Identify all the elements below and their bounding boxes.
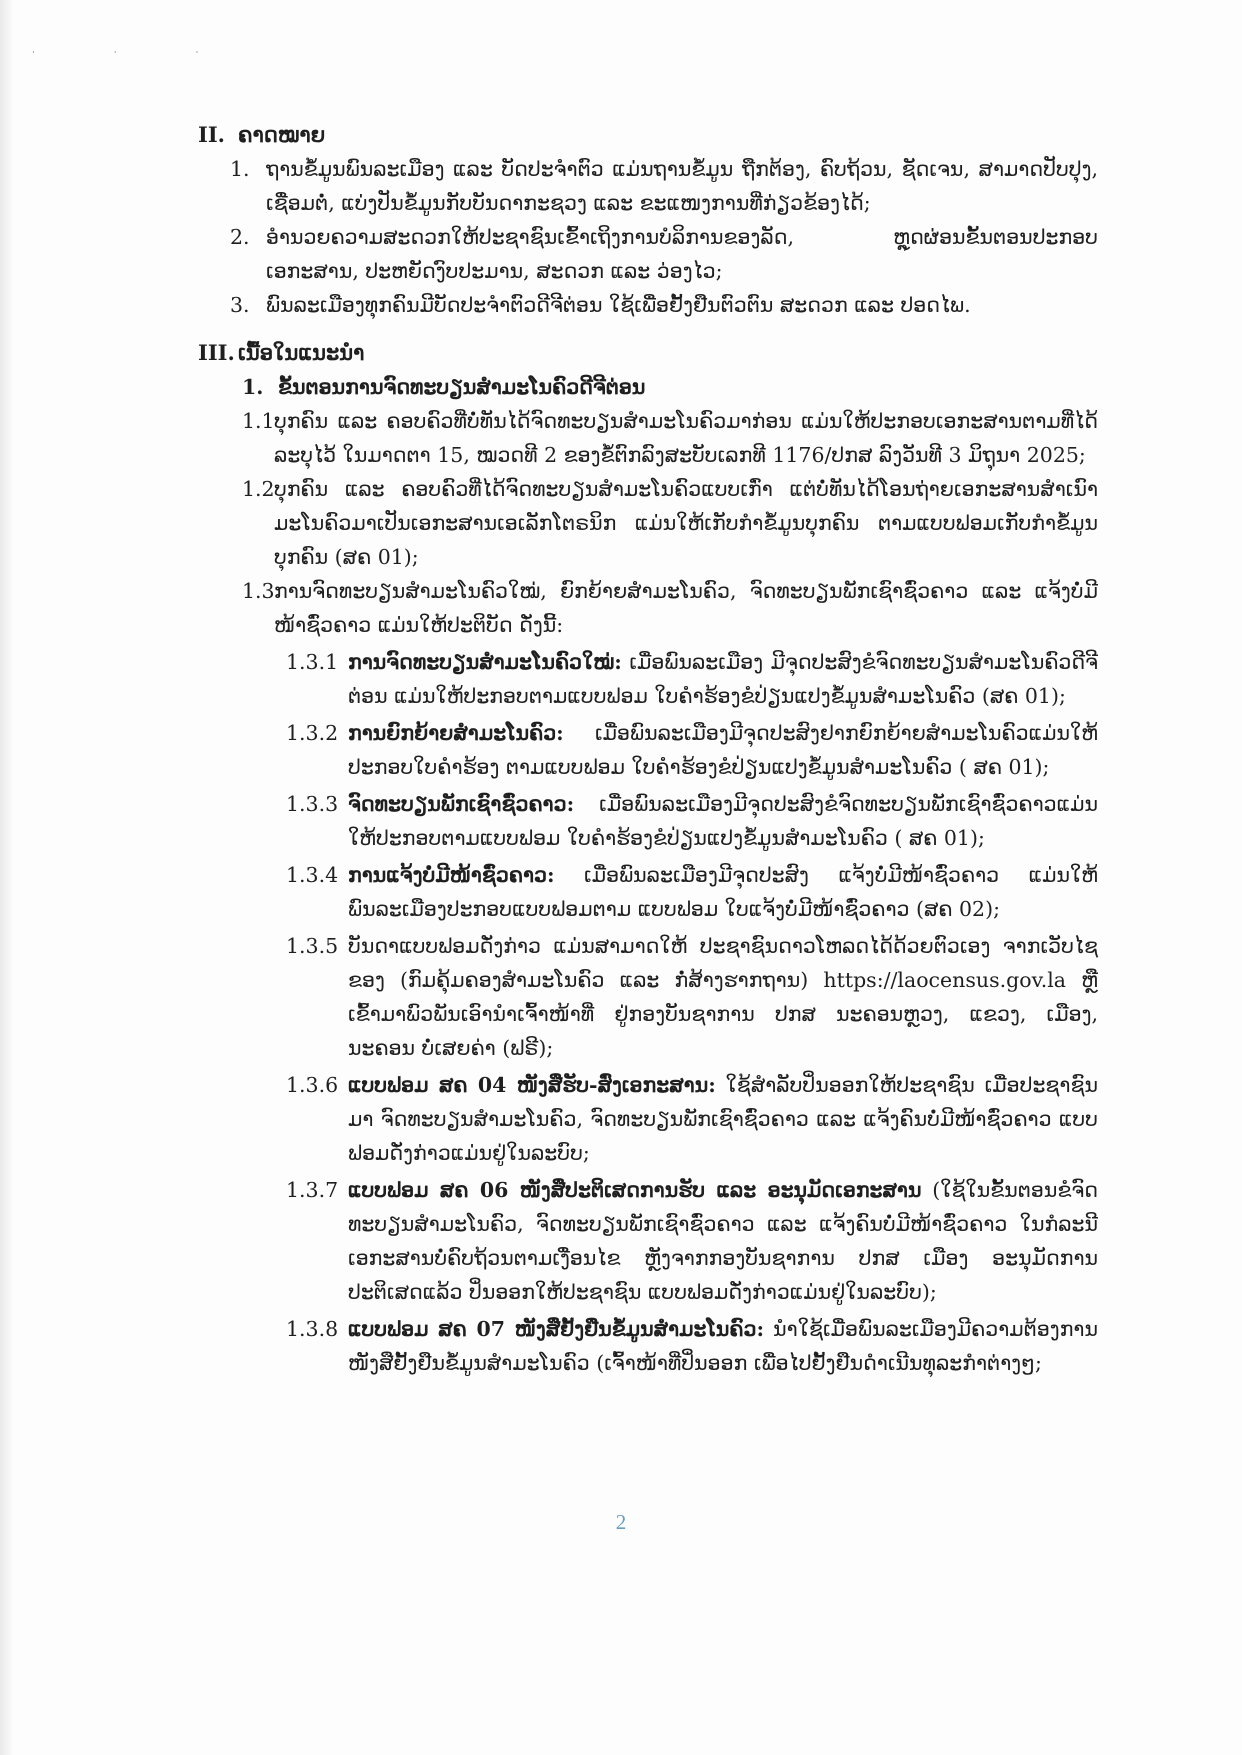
step-text: ບຸກຄົນ ແລະ ຄອບຄົວທີ່ໄດ້ຈົດທະບຽນສໍາມະໂນຄົວແບບເກົ່າ ແຕ່ບໍ່ທັນໄດ້ໂອນຖ່າຍເອກະສານສໍາເນົາມະໂນຄົວມາເປັນເອກະສານເອເລັກໂຕຣນິກ ແມ່ນໃຫ້ເກັບກໍາຂໍ້ມູນບຸກຄົນ ຕາມແບບຟອມເກັບກໍາຂໍ້ມູນບຸກຄົນ (ສຄ 01); [274,477,1098,569]
clause-number: 1.3.5 [286,934,339,958]
clause-body [348,1173,1098,1309]
clause-text: ເມື່ອພົນລະເມືອງມີຈຸດປະສົງຂໍຈົດທະບຽນພັກເຊົາຊົ່ວຄາວແມ່ນໃຫ້ປະກອບຕາມແບບຟອມ ໃບຄໍາຮ້ອງຂໍປ່ຽນແປງຂໍ້ມູນສໍາມະໂນຄົວ ( ສຄ 01); [348,792,1098,850]
clause-text: ໃຊ້ສໍາລັບປິ່ນອອກໃຫ້ປະຊາຊົນ ເມື່ອປະຊາຊົນມາ ຈົດທະບຽນສໍາມະໂນຄົວ, ຈົດທະບຽນພັກເຊົາຊົ່ວຄາວ ແລະ ແຈ້ງຄົນບໍ່ມີໜ້າຊົ່ວຄາວ ແບບຟອມດັ່ງກ່າວແມ່ນຢູ່ໃນລະບົບ; [348,1073,1098,1165]
subsection-1-title: ຂັ້ນຕອນການຈົດທະບຽນສໍາມະໂນຄົວດີຈີຕ່ອນ [278,375,646,399]
clause-body [348,858,1098,926]
objective-text: ຖານຂໍ້ມູນພົນລະເມືອງ ແລະ ບັດປະຈໍາຕົວ ແມ່ນຖານຂໍ້ມູນ ຖືກຕ້ອງ, ຄົບຖ້ວນ, ຊັດເຈນ, ສາມາດປັບປຸງ, ເຊື່ອມຕໍ່, ແບ່ງປັນຂໍ້ມູນກັບບັນດາກະຊວງ ແລະ ຂະແໜງການທີ່ກ່ຽວຂ້ອງໄດ້; [266,157,1098,215]
clause-1-3-7 [286,1173,1098,1309]
objective-item-3 [230,288,1098,322]
clause-text: (ໃຊ້ໃນຂັ້ນຕອນຂໍຈົດທະບຽນສໍາມະໂນຄົວ, ຈົດທະບຽນພັກເຊົາຊົ່ວຄາວ ແລະ ແຈ້ງຄົນບໍ່ມີໜ້າຊົ່ວຄາວ ໃນກໍລະນີເອກະສານບໍ່ຄົບຖ້ວນຕາມເງື່ອນໄຂ ຫຼັງຈາກກອງບັນຊາການ ປກສ ເມືອງ ອະນຸມັດການປະຕິເສດແລ້ວ ປິ່ນອອກໃຫ້ປະຊາຊົນ ແບບຟອມດັ່ງກ່າວແມ່ນຢູ່ໃນລະບົບ); [348,1178,1098,1304]
clause-title: ແບບຟອມ ສຄ 04 ໜັງສືຮັບ-ສົ່ງເອກະສານ: [348,1073,716,1097]
section-3-number: III. [198,340,235,365]
objective-item-1 [230,152,1098,220]
clause-text: ເມື່ອພົນລະເມືອງມີຈຸດປະສົງຢາກຍົກຍ້າຍສໍາມະໂນຄົວແມ່ນໃຫ້ປະກອບໃບຄໍາຮ້ອງ ຕາມແບບຟອມ ໃບຄໍາຮ້ອງຂໍປ່ຽນແປງຂໍ້ມູນສໍາມະໂນຄົວ ( ສຄ 01); [348,721,1098,779]
clause-text: ນໍາໃຊ້ເມື່ອພົນລະເມືອງມີຄວາມຕ້ອງການ ໜັງສືຢັ້ງຢືນຂໍ້ມູນສໍາມະໂນຄົວ (ເຈົ້າໜ້າທີ່ປິ່ນອອກ ເພື່ອໄປຢັ້ງຢືນດໍາເນີນທຸລະກໍາຕ່າງໆ; [348,1317,1098,1375]
clause-title: ຈົດທະບຽນພັກເຊົາຊົ່ວຄາວ: [348,792,575,816]
clause-text: ເມື່ອພົນລະເມືອງມີຈຸດປະສົງ ແຈ້ງບໍ່ມີໜ້າຊົ່ວຄາວ ແມ່ນໃຫ້ພົນລະເມືອງປະກອບແບບຟອມຕາມ ແບບຟອມ ໃບແຈ້ງບໍ່ມີໜ້າຊົ່ວຄາວ (ສຄ 02); [348,863,1098,921]
clause-number: 1.3.3 [286,792,339,816]
objective-number: 2. [230,225,250,249]
clause-number: 1.3.7 [286,1178,339,1202]
clause-1-3-5 [286,929,1098,1065]
clause-text: ເມື່ອພົນລະເມືອງ ມີຈຸດປະສົງຂໍຈົດທະບຽນສໍາມະໂນຄົວດີຈີຕ່ອນ ແມ່ນໃຫ້ປະກອບຕາມແບບຟອມ ໃບຄໍາຮ້ອງຂໍປ່ຽນແປງຂໍ້ມູນສໍາມະໂນຄົວ (ສຄ 01); [348,650,1098,708]
clause-title: ແບບຟອມ ສຄ 07 ໜັງສືຢັ້ງຢືນຂໍ້ມູນສໍາມະໂນຄົວ: [348,1317,765,1341]
subsection-1-number: 1. [242,375,264,399]
scan-specks: · · · [32,48,237,58]
section-2-title: ຄາດໝາຍ [238,122,326,147]
clause-number: 1.3.2 [286,721,339,745]
section-2-number: II. [198,122,225,147]
clause-body [348,1312,1098,1380]
clause-title: ແບບຟອມ ສຄ 06 ໜັງສືປະຕິເສດການຮັບ ແລະ ອະນຸມັດເອກະສານ [348,1178,922,1202]
step-text: ການຈົດທະບຽນສໍາມະໂນຄົວໃໝ່, ຍົກຍ້າຍສໍາມະໂນຄົວ, ຈົດທະບຽນພັກເຊົາຊົ່ວຄາວ ແລະ ແຈ້ງບໍ່ມີໜ້າຊົ່ວຄາວ ແມ່ນໃຫ້ປະຕິບັດ ດັ່ງນີ້: [274,579,1098,637]
objective-item-2 [230,220,1098,288]
clause-title: ການຍົກຍ້າຍສໍາມະໂນຄົວ: [348,721,564,745]
clause-number: 1.3.4 [286,863,339,887]
step-item-1-2 [242,472,1098,574]
section-2-heading [198,118,1098,152]
section-gap [198,322,1098,336]
clause-body [348,1068,1098,1170]
section-3-heading [198,336,1098,370]
step-number: 1.3 [242,579,275,603]
objective-text: ພົນລະເມືອງທຸກຄົນມີບັດປະຈໍາຕົວດີຈີຕ່ອນ ໃຊ້ເພື່ອຢັ້ງຢືນຕົວຕົນ ສະດວກ ແລະ ປອດໄພ. [266,293,971,317]
objective-number: 1. [230,157,250,181]
clause-body [348,716,1098,784]
step-item-1-1 [242,404,1098,472]
clause-1-3-3 [286,787,1098,855]
page-number: 2 [615,1510,627,1534]
clause-1-3-6 [286,1068,1098,1170]
clause-number: 1.3.8 [286,1317,339,1341]
clause-number: 1.3.6 [286,1073,339,1097]
clause-body [348,787,1098,855]
step-text: ບຸກຄົນ ແລະ ຄອບຄົວທີ່ບໍ່ທັນໄດ້ຈົດທະບຽນສໍາມະໂນຄົວມາກ່ອນ ແມ່ນໃຫ້ປະກອບເອກະສານຕາມທີ່ໄດ້ລະບຸໄວ້ ໃນມາດຕາ 15, ໝວດທີ 2 ຂອງຂໍ້ຕົກລົງສະບັບເລກທີ 1176/ປກສ ລົງວັນທີ 3 ມິຖຸນາ 2025; [274,409,1098,467]
clause-text: ບັນດາແບບຟອມດັ່ງກ່າວ ແມ່ນສາມາດໃຫ້ ປະຊາຊົນດາວໂຫລດໄດ້ດ້ວຍຕົວເອງ ຈາກເວັບໄຊຂອງ (ກົມຄຸ້ມຄອງສໍາມະໂນຄົວ ແລະ ກໍ່ສ້າງຮາກຖານ) https://laocensus.gov.la ຫຼື ເຂົ້າມາພົວພັນເອົານໍາເຈົ້າໜ້າທີ່ ຢູ່ກອງບັນຊາການ ປກສ ນະຄອນຫຼວງ, ແຂວງ, ເມືອງ, ນະຄອນ ບໍ່ເສຍຄ່າ (ຟຣີ); [348,934,1098,1060]
objective-text: ອໍານວຍຄວາມສະດວກໃຫ້ປະຊາຊົນເຂົ້າເຖິງການບໍລິການຂອງລັດ, ຫຼຸດຜ່ອນຂັ້ນຕອນປະກອບເອກະສານ, ປະຫຍັດງົບປະມານ, ສະດວກ ແລະ ວ່ອງໄວ; [266,225,1098,283]
subsection-1-heading [242,370,1098,404]
clause-body [348,929,1098,1065]
step-item-1-3 [242,574,1098,642]
step-number: 1.2 [242,477,275,501]
clause-title: ການຈົດທະບຽນສໍາມະໂນຄົວໃໝ່: [348,650,622,674]
clause-1-3-4 [286,858,1098,926]
objective-number: 3. [230,293,250,317]
clause-body [348,645,1098,713]
clause-1-3-8 [286,1312,1098,1380]
step-number: 1.1 [242,409,275,433]
scan-edge-shadow [0,0,14,1755]
clause-1-3-2 [286,716,1098,784]
clause-number: 1.3.1 [286,650,339,674]
section-3-title: ເນື້ອໃນແນະນໍາ [238,340,365,365]
clause-1-3-1 [286,645,1098,713]
document-body [198,118,1098,1380]
clause-title: ການແຈ້ງບໍ່ມີໜ້າຊົ່ວຄາວ: [348,863,555,887]
